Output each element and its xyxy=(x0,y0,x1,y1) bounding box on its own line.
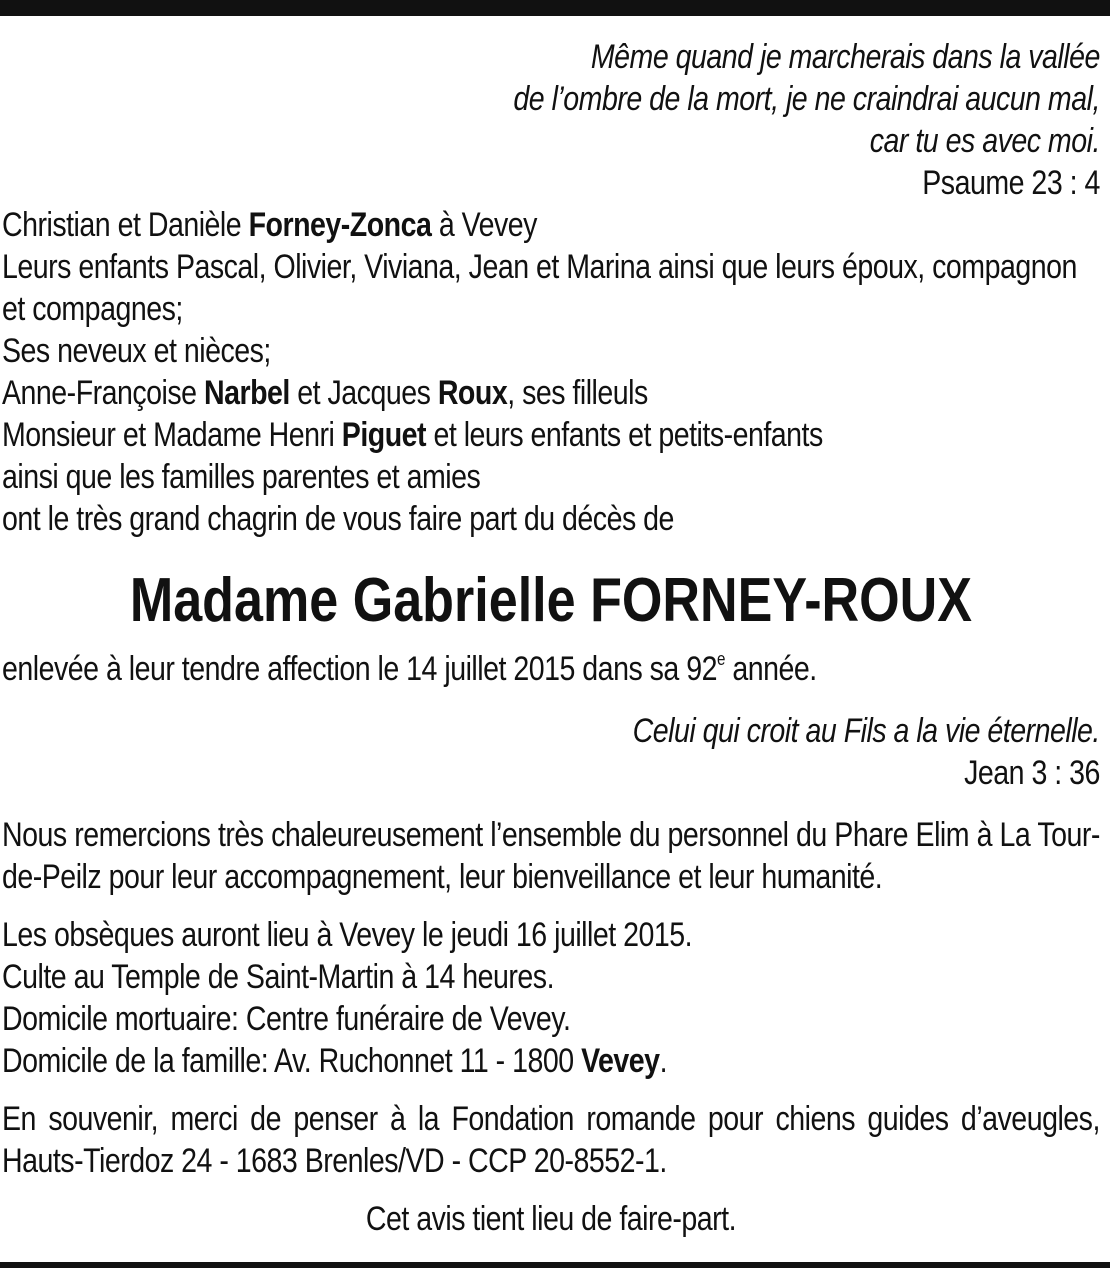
family-line: ainsi que les familles parentes et amies xyxy=(2,458,481,496)
family-line: Monsieur et Madame Henri Piguet et leurs enfants et petits-enfants xyxy=(2,416,823,454)
funeral-line: Les obsèques auront lieu à Vevey le jeudi 16 juillet 2015. xyxy=(2,916,693,954)
funeral-line: Domicile mortuaire: Centre funéraire de Vevey. xyxy=(2,1000,571,1038)
funeral-line: Domicile de la famille: Av. Ruchonnet 11 - 1800 Vevey. xyxy=(2,1042,668,1080)
psalm-verse xyxy=(2,36,1100,162)
obituary-notice xyxy=(2,36,1100,1240)
family-list xyxy=(2,204,1100,540)
funeral-details xyxy=(2,914,1100,1082)
top-rule xyxy=(0,0,1110,16)
thanks-paragraph: Nous remercions très chaleureusement l’ensemble du personnel du Phare Elim à La Tour-de-Peilz pour leur accompagnement, leur bienveillance et leur humanité. xyxy=(2,816,1100,896)
closing-note: Cet avis tient lieu de faire-part. xyxy=(365,1200,737,1238)
john-verse: Celui qui croit au Fils a la vie éternelle. xyxy=(632,712,1100,750)
deceased-name: Madame Gabrielle FORNEY-ROUX xyxy=(129,566,973,635)
verse-line: Même quand je marcherais dans la vallée xyxy=(590,38,1100,76)
funeral-line: Culte au Temple de Saint-Martin à 14 heures. xyxy=(2,958,554,996)
verse-line: car tu es avec moi. xyxy=(869,122,1100,160)
family-line: Christian et Danièle Forney-Zonca à Vevey xyxy=(2,206,537,244)
family-line: Anne-Françoise Narbel et Jacques Roux, ses filleuls xyxy=(2,374,648,412)
family-line: Ses neveux et nièces; xyxy=(2,332,271,370)
verse-reference: Jean 3 : 36 xyxy=(964,754,1100,792)
family-line: Leurs enfants Pascal, Olivier, Viviana, Jean et Marina ainsi que leurs époux, compagnon et compagnes; xyxy=(2,248,1077,328)
verse-line: de l’ombre de la mort, je ne craindrai aucun mal, xyxy=(513,80,1100,118)
family-line: ont le très grand chagrin de vous faire part du décès de xyxy=(2,500,674,538)
memorial-donation: En souvenir, merci de penser à la Fondation romande pour chiens guides d’aveugles, Hauts-Tierdoz 24 - 1683 Brenles/VD - CCP 20-8552-1. xyxy=(2,1100,1100,1180)
verse-reference: Psaume 23 : 4 xyxy=(922,164,1100,202)
death-statement: enlevée à leur tendre affection le 14 juillet 2015 dans sa 92e année. xyxy=(2,648,817,688)
bottom-rule xyxy=(0,1262,1110,1268)
